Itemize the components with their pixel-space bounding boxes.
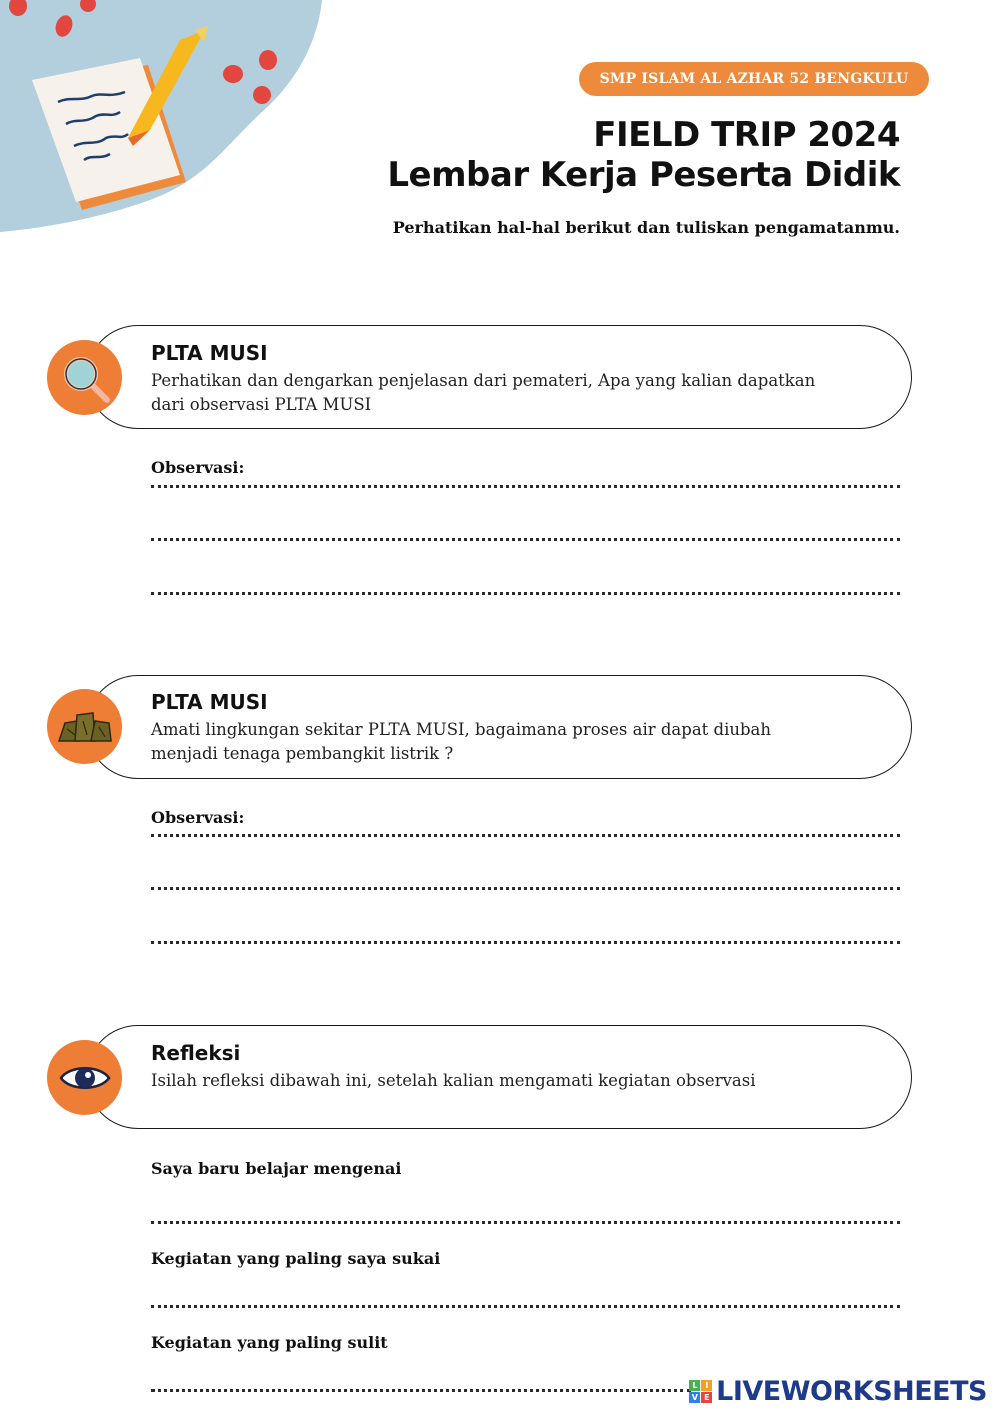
section-title-1: PLTA MUSI (151, 341, 268, 365)
rocks-icon (47, 689, 122, 764)
school-badge: SMP ISLAM AL AZHAR 52 BENGKULU (579, 62, 929, 96)
answer-line[interactable] (151, 941, 900, 944)
section-text-3-line-1: Isilah refleksi dibawah ini, setelah kalian mengamati kegiatan observasi (151, 1071, 756, 1090)
title-line-1: FIELD TRIP 2024 (593, 115, 900, 155)
answer-line[interactable] (151, 592, 900, 595)
reflection-prompt-1: Saya baru belajar mengenai (151, 1159, 402, 1178)
answer-line[interactable] (151, 1305, 900, 1308)
logo-letter: I (701, 1380, 712, 1391)
watermark-brand: LIVEWORKSHEETS (716, 1376, 987, 1407)
observation-label-2: Observasi: (151, 808, 245, 827)
title-line-2: Lembar Kerja Peserta Didik (387, 155, 900, 195)
section-title-3: Refleksi (151, 1041, 241, 1065)
logo-letter: L (689, 1380, 700, 1391)
answer-line[interactable] (151, 834, 900, 837)
section-title-2: PLTA MUSI (151, 690, 268, 714)
liveworksheets-watermark (689, 1376, 987, 1407)
header-illustration (0, 0, 330, 240)
section-text-2-line-1: Amati lingkungan sekitar PLTA MUSI, bagaimana proses air dapat diubah (151, 720, 772, 739)
answer-line[interactable] (151, 1221, 900, 1224)
section-text-2-line-2: menjadi tenaga pembangkit listrik ? (151, 744, 454, 763)
section-text-3 (151, 1069, 881, 1093)
logo-letter: E (701, 1392, 712, 1403)
answer-line[interactable] (151, 538, 900, 541)
answer-line[interactable] (151, 887, 900, 890)
liveworksheets-logo-icon (689, 1380, 712, 1403)
section-text-2 (151, 718, 881, 766)
reflection-prompt-2: Kegiatan yang paling saya sukai (151, 1249, 441, 1268)
section-text-1-line-1: Perhatikan dan dengarkan penjelasan dari pemateri, Apa yang kalian dapatkan (151, 371, 816, 390)
logo-letter: V (689, 1392, 700, 1403)
page-title (387, 115, 900, 195)
answer-line[interactable] (151, 485, 900, 488)
section-text-1-line-2: dari observasi PLTA MUSI (151, 395, 372, 414)
section-text-1 (151, 369, 881, 417)
observation-label-1: Observasi: (151, 458, 245, 477)
instruction-text: Perhatikan hal-hal berikut dan tuliskan pengamatanmu. (392, 218, 900, 237)
magnifier-icon (47, 340, 122, 415)
answer-line[interactable] (151, 1389, 691, 1392)
reflection-prompt-3: Kegiatan yang paling sulit (151, 1333, 388, 1352)
eye-icon (47, 1040, 122, 1115)
